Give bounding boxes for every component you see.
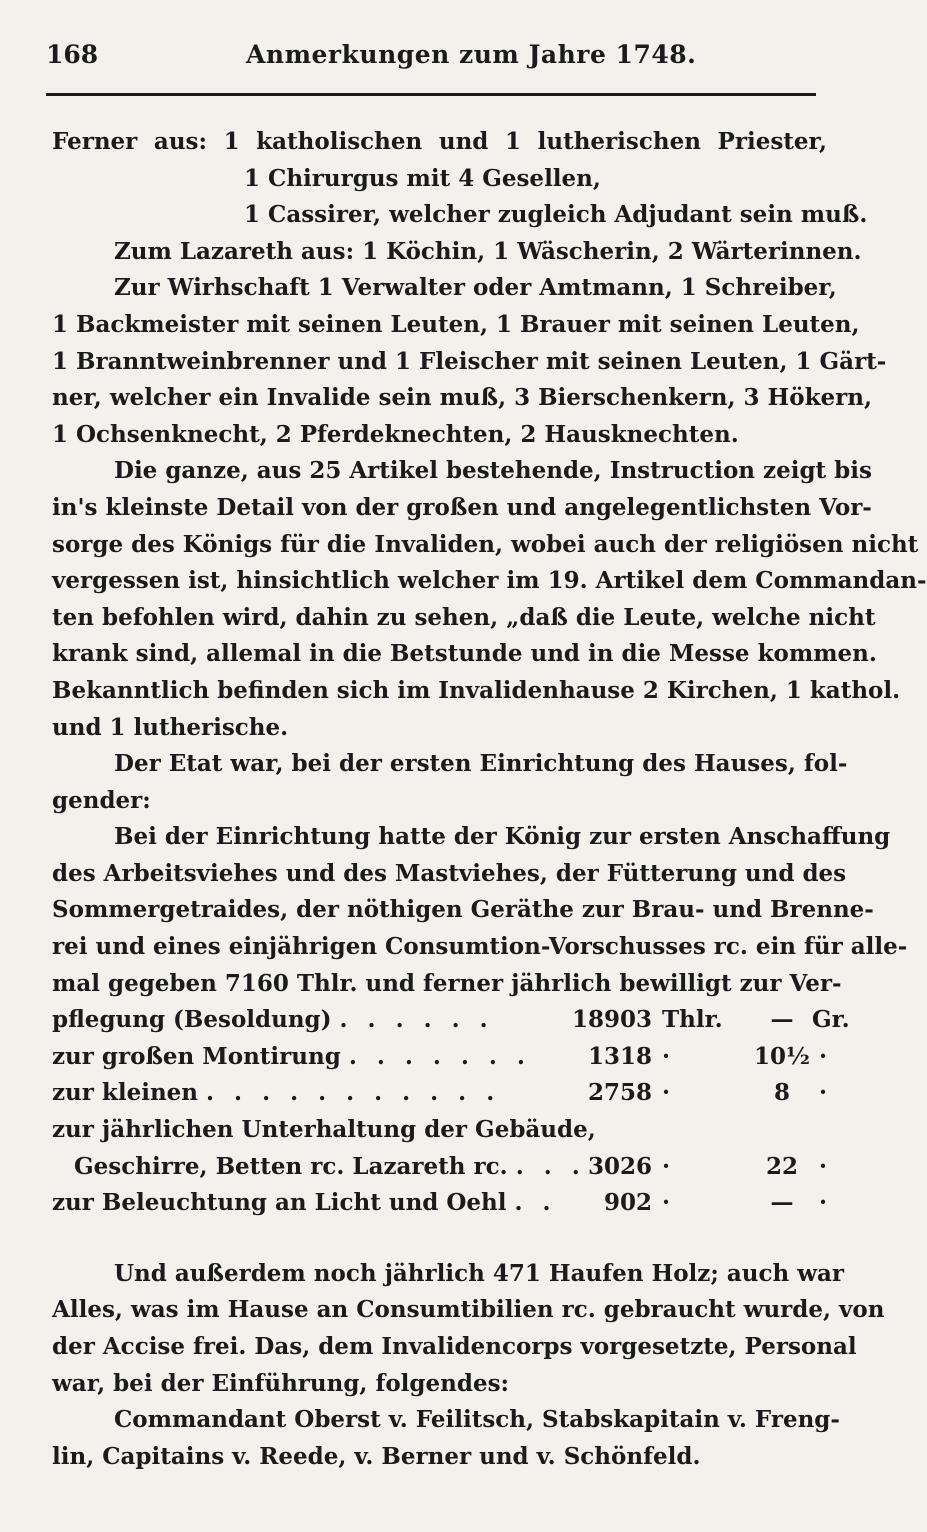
budget-label: zur Beleuchtung an Licht und Oehl <box>52 1189 507 1217</box>
leader-dots: . . . <box>515 1152 586 1180</box>
text-line: 1 Ochsenknecht, 2 Pferdeknechten, 2 Hausknechten. <box>52 420 739 448</box>
text-line: Sommergetraides, der nöthigen Geräthe zur Brau- und Brenne- <box>52 896 874 924</box>
budget-label: Geschirre, Betten rc. Lazareth rc. <box>74 1152 508 1180</box>
budget-row <box>52 1185 827 1222</box>
running-title: Anmerkungen zum Jahre 1748. <box>246 40 697 69</box>
text-line: Alles, was im Hause an Consumtibilien rc. gebraucht wurde, von <box>52 1296 885 1324</box>
text-line: in's kleinste Detail von der großen und angelegentlichsten Vor- <box>52 493 872 521</box>
text-line: Die ganze, aus 25 Artikel bestehende, Instruction zeigt bis <box>114 457 872 485</box>
header-rule <box>46 93 816 96</box>
budget-end: · <box>818 1042 827 1070</box>
text-line: und 1 lutherische. <box>52 713 289 741</box>
leader-dots: . . <box>514 1189 557 1217</box>
budget-table <box>52 1002 850 1222</box>
budget-groschen: 10½ <box>754 1042 810 1070</box>
running-header <box>46 40 816 80</box>
text-line: Zum Lazareth aus: 1 Köchin, 1 Wäscherin, 2 Wärterinnen. <box>114 237 862 265</box>
budget-end: · <box>818 1189 827 1217</box>
budget-row <box>52 1149 827 1186</box>
budget-label: pflegung (Besoldung) <box>52 1006 332 1034</box>
text-line: 1 Branntweinbrenner und 1 Fleischer mit seinen Leuten, 1 Gärt- <box>52 347 887 375</box>
text-line: gender: <box>52 786 151 814</box>
text-line: vergessen ist, hinsichtlich welcher im 19. Artikel dem Commandan- <box>52 567 927 595</box>
budget-row <box>52 1002 850 1039</box>
section-gap <box>52 1222 827 1256</box>
budget-groschen: 22 <box>765 1152 798 1180</box>
budget-unit: Thlr. <box>662 1006 723 1034</box>
budget-groschen: — <box>770 1006 794 1034</box>
text-line: 1 Backmeister mit seinen Leuten, 1 Brauer mit seinen Leuten, <box>52 310 860 338</box>
budget-row <box>52 1112 827 1149</box>
text-line: Der Etat war, bei der ersten Einrichtung des Hauses, fol- <box>114 750 848 778</box>
budget-label: zur jährlichen Unterhaltung der Gebäude, <box>52 1116 596 1144</box>
budget-groschen: 8 <box>773 1079 790 1107</box>
text-line: krank sind, allemal in die Betstunde und in die Messe kommen. <box>52 640 877 668</box>
budget-row <box>52 1039 827 1076</box>
budget-thaler: 902 <box>603 1189 652 1217</box>
budget-end: · <box>818 1079 827 1107</box>
leader-dots: . . . . . . . <box>348 1042 531 1070</box>
text-line: ten befohlen wird, dahin zu sehen, „daß die Leute, welche nicht <box>52 603 876 631</box>
text-line: Commandant Oberst v. Feilitsch, Stabskapitain v. Freng- <box>114 1406 840 1434</box>
budget-groschen: — <box>770 1189 794 1217</box>
text-line: der Accise frei. Das, dem Invalidencorps vorgesetzte, Personal <box>52 1333 857 1360</box>
text-line: ner, welcher ein Invalide sein muß, 3 Bierschenkern, 3 Hökern, <box>52 384 873 412</box>
text-line: Ferner aus: 1 katholischen und 1 lutherischen Priester, <box>52 128 827 155</box>
text-line: sorge des Königs für die Invaliden, wobei auch der religiösen nicht <box>52 530 919 558</box>
text-line: rei und eines einjährigen Consumtion-Vorschusses rc. ein für alle- <box>52 933 908 961</box>
budget-row <box>52 1075 827 1112</box>
leader-dots: . . . . . . . . . . . <box>206 1079 501 1107</box>
budget-end: Gr. <box>812 1006 850 1034</box>
page-number: 168 <box>46 40 99 69</box>
budget-unit: · <box>662 1079 671 1107</box>
budget-thaler: 3026 <box>587 1152 652 1180</box>
leader-dots: . . . . . . <box>339 1006 494 1034</box>
text-line: Zur Wirhschaft 1 Verwalter oder Amtmann, 1 Schreiber, <box>114 274 837 302</box>
budget-label: zur kleinen <box>52 1079 199 1107</box>
text-line: 1 Cassirer, welcher zugleich Adjudant sein muß. <box>244 201 868 229</box>
text-line: Und außerdem noch jährlich 471 Haufen Holz; auch war <box>114 1259 845 1287</box>
text-line: Bekanntlich befinden sich im Invalidenhause 2 Kirchen, 1 kathol. <box>52 676 901 704</box>
budget-thaler: 18903 <box>571 1006 652 1034</box>
budget-unit: · <box>662 1042 671 1070</box>
budget-unit: · <box>662 1189 671 1217</box>
text-line: mal gegeben 7160 Thlr. und ferner jährlich bewilligt zur Ver- <box>52 969 842 997</box>
text-line: Bei der Einrichtung hatte der König zur ersten Anschaffung <box>114 823 891 851</box>
text-line: des Arbeitsviehes und des Mastviehes, der Fütterung und des <box>52 859 847 887</box>
text-line: lin, Capitains v. Reede, v. Berner und v. Schönfeld. <box>52 1442 701 1470</box>
budget-unit: · <box>662 1152 671 1180</box>
text-line: war, bei der Einführung, folgendes: <box>52 1369 510 1397</box>
budget-thaler: 2758 <box>587 1079 652 1107</box>
budget-end: · <box>818 1152 827 1180</box>
budget-label: zur großen Montirung <box>52 1042 341 1070</box>
text-line: 1 Chirurgus mit 4 Gesellen, <box>244 164 601 192</box>
body-text <box>52 124 927 1475</box>
budget-thaler: 1318 <box>587 1042 652 1070</box>
